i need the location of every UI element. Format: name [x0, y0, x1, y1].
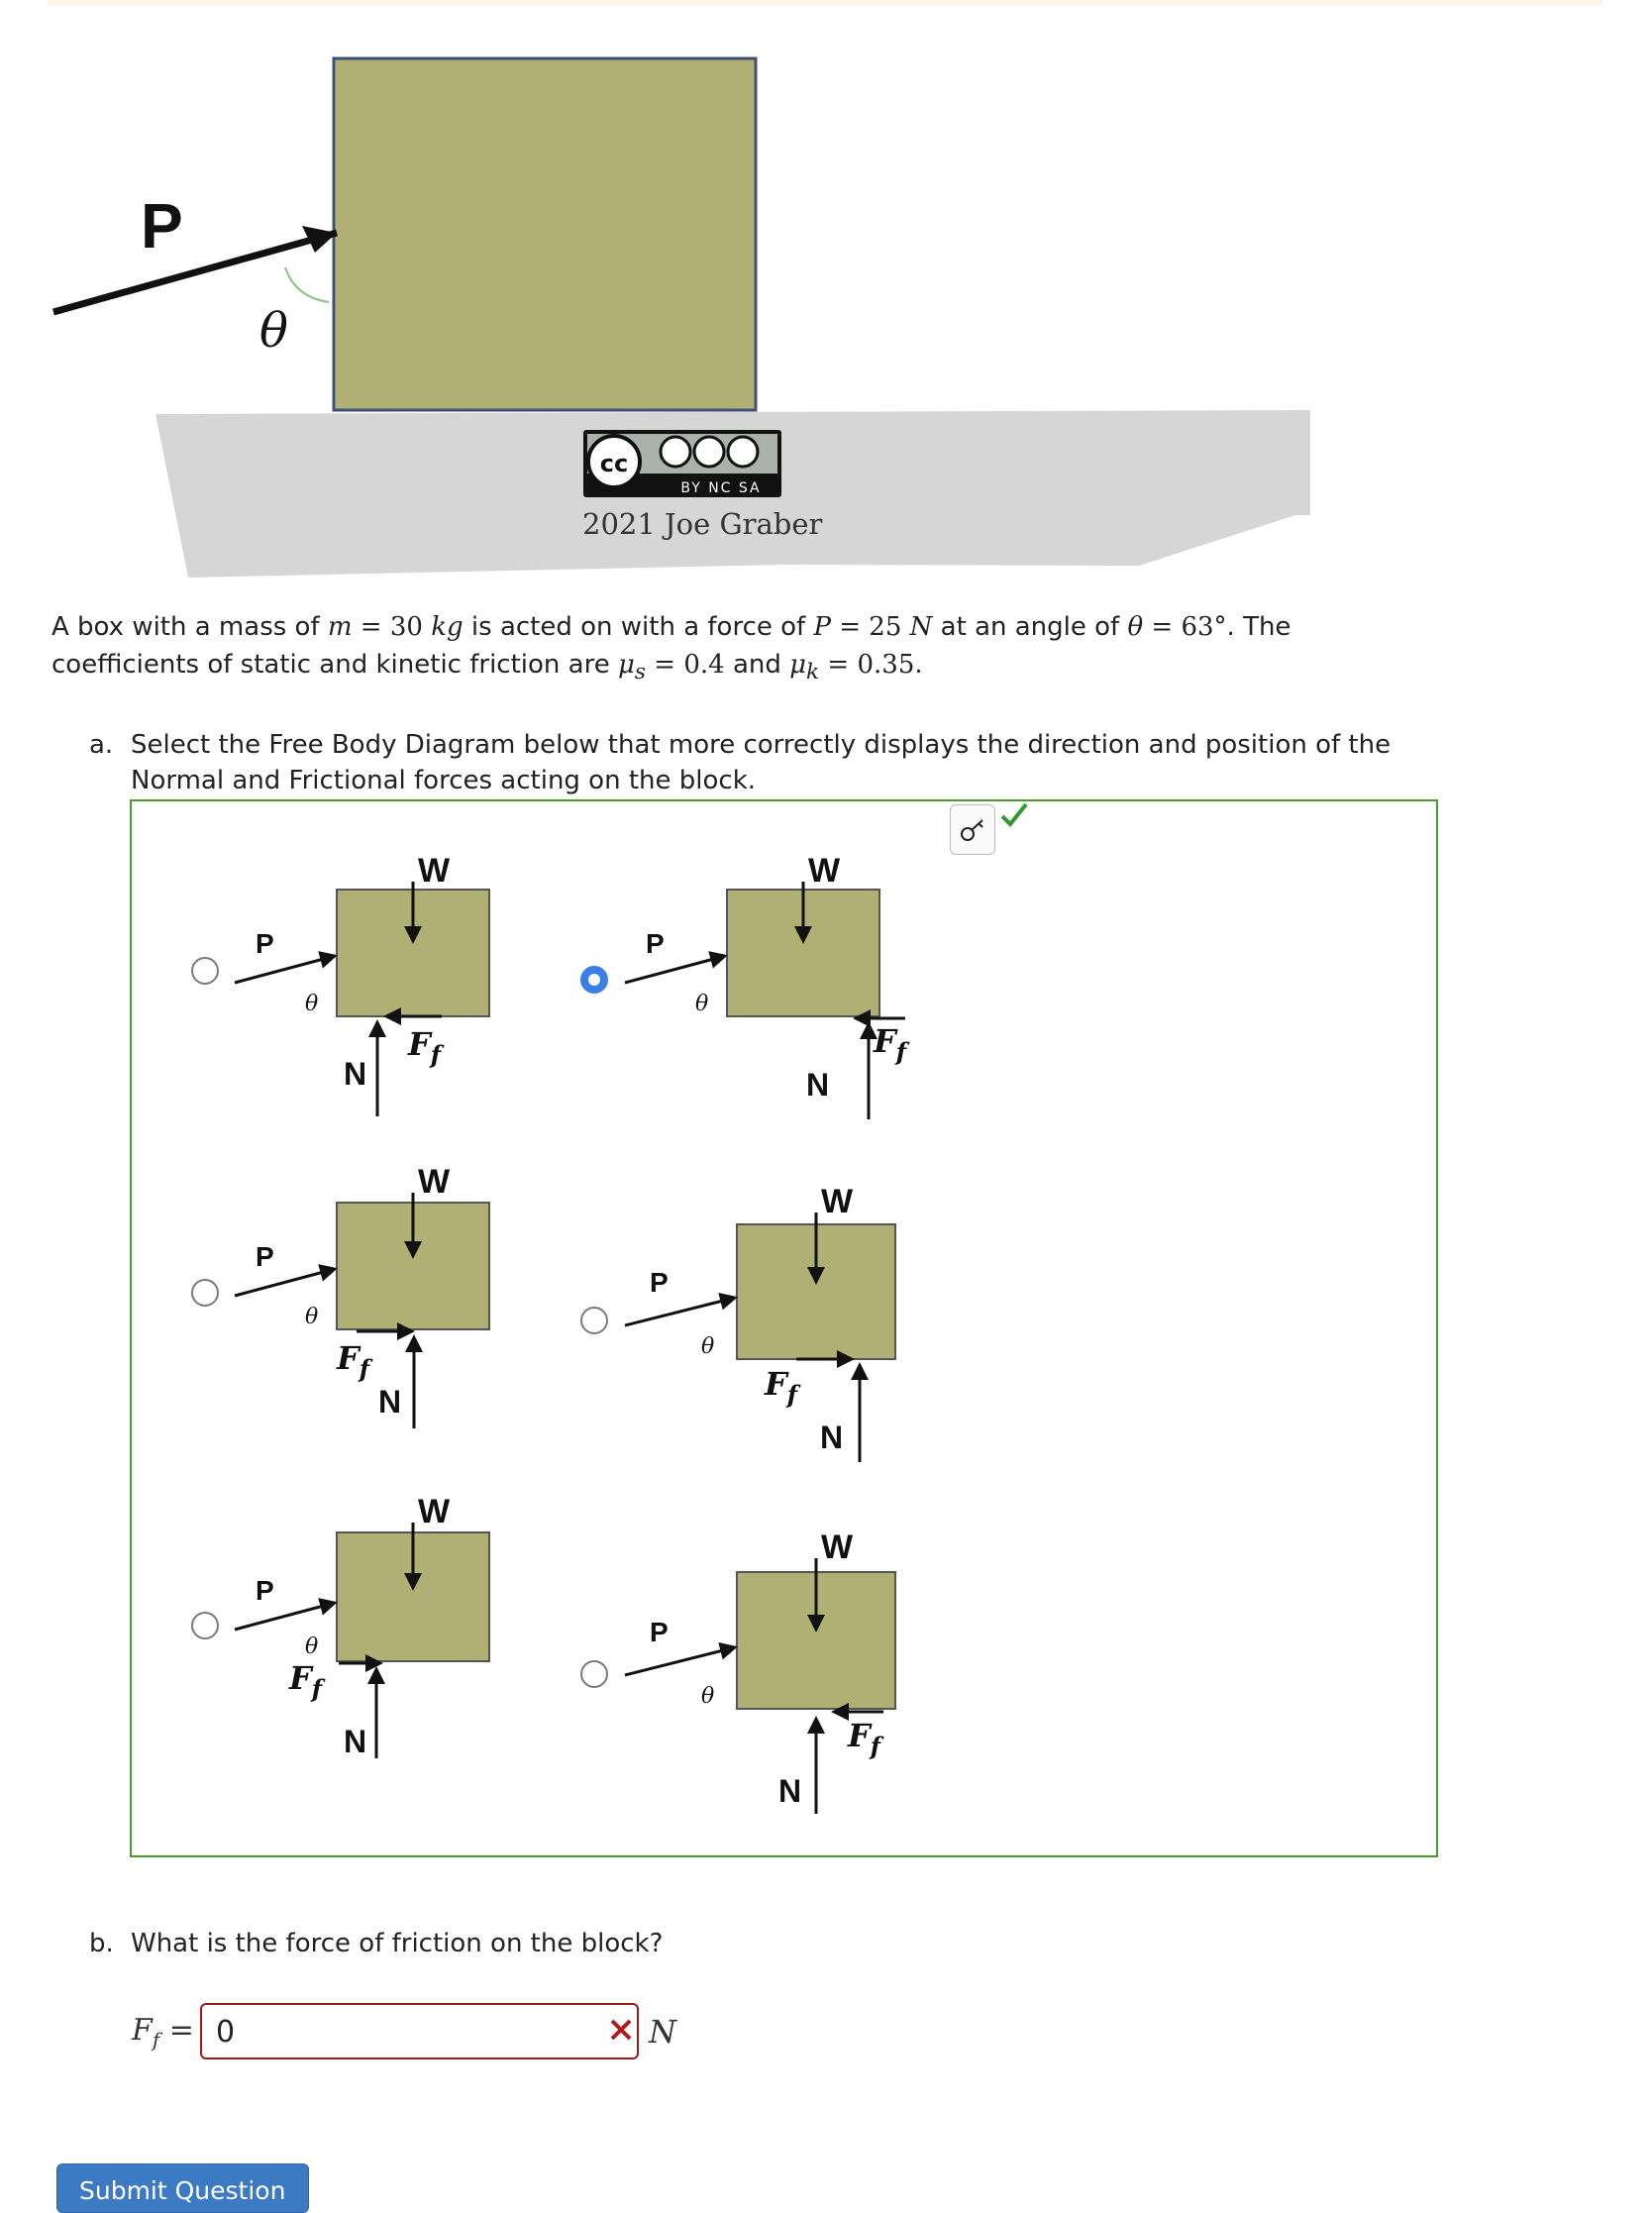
svg-text:W: W — [808, 852, 841, 890]
submit-question-button[interactable]: Submit Question — [56, 2163, 309, 2213]
fbd-option-5[interactable] — [228, 1491, 525, 1788]
svg-text:θ: θ — [695, 992, 709, 1016]
hero-angle-label: θ — [259, 303, 288, 359]
svg-text:cc: cc — [599, 450, 629, 477]
force-p-arrow — [53, 233, 337, 312]
key-icon — [958, 815, 987, 845]
svg-text:Ff: $F_f$ — [848, 1717, 881, 1760]
problem-statement: A box with a mass of m = 30 kg is acted on with a force of P = 25 N at an angle of θ = 63°. The coefficients of static and kinetic friction are $\mu_s = 0.4$ and $\mu_k = 0.35$. — [52, 612, 1291, 685]
svg-text:N: N — [378, 1384, 402, 1420]
svg-text:Ff: $F_f$ — [408, 1025, 442, 1069]
fbd-option-1-radio[interactable] — [191, 957, 219, 985]
svg-text:θ: θ — [701, 1334, 715, 1359]
svg-text:P: P — [256, 1575, 274, 1606]
svg-text:P: P — [650, 1617, 669, 1647]
svg-text:N: N — [344, 1724, 367, 1759]
svg-text:N: N — [344, 1056, 367, 1092]
incorrect-x-icon — [608, 2017, 634, 2043]
svg-text:θ: θ — [305, 1634, 319, 1659]
svg-text:N: N — [778, 1773, 802, 1809]
part-b-text: What is the force of friction on the block? — [131, 1929, 664, 1958]
friction-answer-input[interactable]: 0 — [200, 2003, 639, 2059]
svg-text:P: P — [650, 1267, 669, 1298]
box-shape — [334, 58, 756, 410]
answer-key-button[interactable] — [950, 804, 995, 855]
cc-license-badge — [583, 430, 781, 497]
fbd-option-6[interactable] — [618, 1521, 915, 1818]
part-a-text: Select the Free Body Diagram below that more correctly displays the direction and position of the Normal and Frictional forces acting on the block. — [131, 730, 1392, 795]
fbd-option-2[interactable] — [618, 842, 915, 1139]
fbd-option-6-radio[interactable] — [580, 1660, 608, 1688]
svg-text:θ: θ — [305, 992, 319, 1016]
svg-text:P: P — [646, 928, 665, 959]
friction-variable-label: $F_f$ = — [132, 2013, 194, 2052]
fbd-option-3-radio[interactable] — [191, 1279, 219, 1307]
fbd-option-3[interactable] — [228, 1153, 525, 1450]
svg-text:P: P — [256, 1241, 274, 1272]
svg-text:W: W — [418, 1493, 451, 1530]
svg-text:Ff: $F_f$ — [765, 1365, 798, 1409]
svg-text:Ff: $F_f$ — [337, 1339, 370, 1383]
fbd-option-4[interactable] — [618, 1169, 915, 1466]
hero-force-label: P — [141, 190, 183, 262]
svg-text:Ff: $F_f$ — [874, 1022, 907, 1066]
svg-text:W: W — [418, 1163, 451, 1201]
svg-text:W: W — [821, 1528, 854, 1566]
svg-text:W: W — [418, 852, 451, 890]
fbd-option-2-radio[interactable] — [580, 966, 608, 994]
svg-text:P: P — [256, 928, 274, 959]
svg-text:Ff: $F_f$ — [289, 1659, 323, 1703]
svg-text:θ: θ — [701, 1684, 715, 1709]
fbd-option-1[interactable] — [228, 842, 525, 1139]
part-a-label: a. — [89, 730, 114, 760]
angle-arc — [285, 267, 329, 302]
correct-check-icon — [998, 800, 1030, 830]
license-text: BY NC SA — [680, 480, 762, 496]
fbd-option-4-radio[interactable] — [580, 1307, 608, 1334]
svg-text:N: N — [806, 1067, 830, 1103]
svg-text:W: W — [821, 1183, 854, 1220]
svg-text:θ: θ — [305, 1305, 319, 1329]
svg-text:N: N — [820, 1420, 844, 1455]
image-credit: 2021 Joe Graber — [582, 507, 823, 541]
part-b-label: b. — [89, 1929, 114, 1958]
answer-unit-label: N — [649, 2013, 676, 2051]
top-banner — [48, 0, 1602, 5]
fbd-option-5-radio[interactable] — [191, 1612, 219, 1639]
